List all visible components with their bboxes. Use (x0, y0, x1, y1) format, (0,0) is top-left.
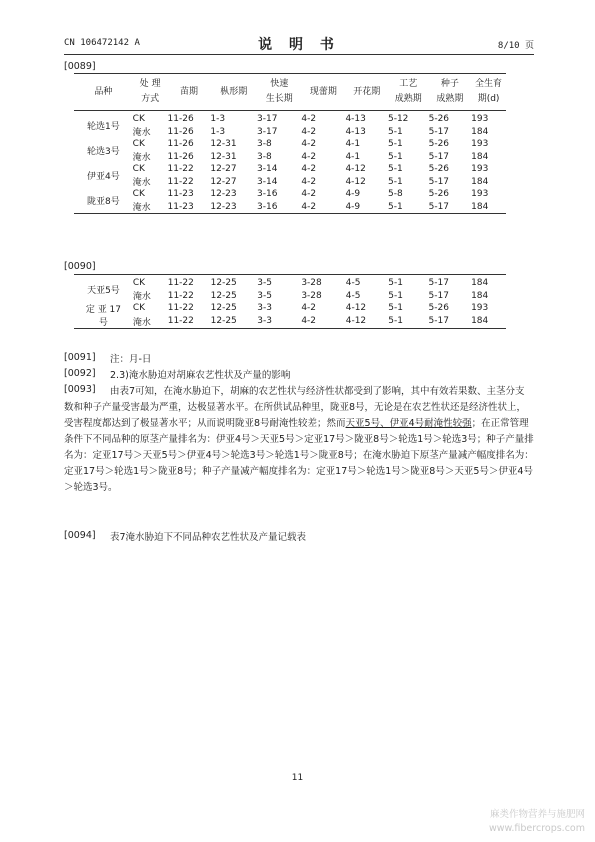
variety-cell: 轮选1号 (86, 122, 120, 132)
variety-cell: 陇亚8号 (86, 197, 120, 207)
treatment-cell: CK (132, 189, 145, 199)
page-number: 11 (291, 773, 304, 783)
date-cell: 184 (471, 176, 489, 187)
date-cell: 5-1 (388, 316, 403, 327)
date-cell: 4-2 (301, 316, 317, 327)
date-cell: 3-5 (257, 278, 272, 288)
paragraph-number-0093: [0093] (64, 384, 96, 395)
table-row (74, 175, 506, 188)
date-cell: 11-23 (167, 201, 194, 212)
date-cell: 5-17 (428, 290, 449, 301)
date-cell: 5-26 (428, 164, 450, 174)
growth-period-table-continued (74, 274, 506, 329)
table-row (74, 188, 506, 200)
treatment-cell: 淹水 (132, 203, 151, 213)
table-header-cell: 工艺 成熟期 (394, 79, 422, 104)
table-caption: 表7淹水胁迫下不同品种农艺性状及产量记载表 (110, 532, 307, 543)
date-cell: 1-3 (210, 114, 226, 124)
date-cell: 5-26 (428, 114, 450, 124)
date-cell: 193 (471, 139, 489, 149)
date-cell: 5-17 (428, 176, 450, 187)
table-header-cell: 开花期 (353, 86, 381, 97)
table-row (74, 163, 506, 175)
date-cell: 193 (471, 164, 489, 174)
date-cell: 3-16 (257, 201, 278, 212)
table-header-cell: 苗期 (179, 86, 198, 97)
date-cell: 5-1 (387, 151, 403, 162)
date-cell: 12-23 (210, 201, 237, 212)
date-cell: 11-26 (167, 126, 194, 137)
date-cell: 4-2 (301, 176, 317, 187)
body-text-part-2: ；在正常管理条件下不同品种的原茎产量排名为：伊亚4号＞天亚5号＞定亚17号＞陇亚8号＞轮选1号＞轮选3号；种子产量排名为：定亚17号＞天亚5号＞伊亚4号＞轮选3号＞轮选1号＞陇亚8号；在淹水胁迫下原茎产量减产幅度排名为：定亚17号＞轮选1号＞陇亚8号；种子产量减产幅度排名为：定亚17号＞轮选1号＞陇亚8号＞天亚5号＞伊亚4号＞轮选3号。 (64, 418, 534, 493)
table-row (74, 138, 506, 150)
date-cell: 4-5 (345, 290, 361, 301)
table-header-cell: 种子 成熟期 (436, 79, 464, 104)
date-cell: 5-1 (387, 164, 403, 174)
date-cell: 5-26 (428, 303, 449, 314)
date-cell: 12-27 (210, 176, 237, 187)
date-cell: 12-31 (210, 139, 237, 149)
date-cell: 4-1 (345, 139, 361, 149)
date-cell: 4-13 (345, 114, 366, 124)
date-cell: 4-2 (301, 201, 317, 212)
date-cell: 3-3 (257, 316, 272, 327)
paragraph-number-0089: [0089] (64, 61, 96, 72)
page-indicator: 8/10 页 (497, 41, 534, 51)
date-cell: 4-2 (301, 139, 317, 149)
date-cell: 4-2 (301, 164, 317, 174)
table-row (74, 314, 506, 328)
date-cell: 184 (471, 278, 489, 288)
paragraph-number-0094: [0094] (64, 530, 96, 541)
date-cell: 5-17 (428, 278, 449, 288)
variety-cell: 定 亚 17 号 (85, 305, 122, 328)
date-cell: 5-1 (387, 201, 403, 212)
date-cell: 11-26 (167, 139, 194, 149)
body-paragraph (64, 384, 534, 496)
body-text-part-1: 由表7可知，在淹水胁迫下，胡麻的农艺性状与经济性状都受到了影响，其中有效若果数、主茎分支数和种子产量受害最为严重，达极显著水平。在所供试品种里，陇亚8号，无论是在农艺性状还是经济性状上，受害程度都达到了极显著水平；从而说明陇亚8号耐淹性较差；然而 (64, 386, 527, 429)
growth-period-table (74, 73, 506, 214)
patent-number: CN 106472142 A (64, 38, 140, 48)
date-cell: 5-1 (388, 290, 403, 301)
table-row (74, 289, 506, 302)
date-cell: 4-5 (345, 278, 361, 288)
watermark-url: www.fibercrops.com (488, 823, 585, 834)
date-cell: 5-26 (428, 189, 450, 199)
date-cell: 11-22 (167, 303, 194, 314)
date-cell: 4-13 (345, 126, 366, 137)
date-cell: 4-2 (301, 189, 317, 199)
document-title: 说 明 书 (258, 37, 340, 53)
variety-cell: 伊亚4号 (86, 172, 120, 182)
date-cell: 5-1 (387, 176, 403, 187)
date-cell: 11-22 (167, 278, 194, 288)
table-row (74, 150, 506, 163)
date-cell: 5-17 (428, 201, 450, 212)
treatment-cell: CK (132, 114, 145, 124)
table-header-cell: 枞形期 (220, 86, 248, 97)
date-cell: 4-2 (301, 126, 317, 137)
date-cell: 5-26 (428, 139, 450, 149)
date-cell: 4-2 (301, 114, 317, 124)
date-cell: 5-12 (387, 114, 409, 124)
treatment-cell: CK (132, 278, 146, 288)
date-cell: 3-16 (257, 189, 278, 199)
date-cell: 193 (471, 189, 489, 199)
table-header-cell: 品种 (94, 86, 113, 97)
date-cell: 11-26 (167, 151, 194, 162)
date-cell: 11-22 (167, 316, 194, 327)
treatment-cell: CK (132, 164, 145, 174)
watermark-site-name: 麻类作物营养与施肥网 (489, 809, 585, 820)
table-header-cell: 全生育 期(d) (475, 79, 503, 104)
date-cell: 3-14 (257, 164, 278, 174)
date-cell: 4-9 (345, 189, 361, 199)
date-cell: 11-22 (167, 176, 194, 187)
body-text-underlined: 天亚5号、伊亚4号耐淹性较强 (345, 418, 472, 429)
date-cell: 184 (471, 316, 489, 327)
date-cell: 184 (471, 201, 489, 212)
date-cell: 11-22 (167, 164, 194, 174)
paragraph-number-0091: [0091] (64, 352, 96, 363)
page-header (64, 34, 534, 54)
treatment-cell: CK (132, 139, 145, 149)
date-cell: 11-23 (167, 189, 194, 199)
date-cell: 3-3 (257, 303, 272, 314)
date-cell: 3-17 (257, 114, 278, 124)
table-row (74, 302, 506, 314)
date-cell: 4-1 (345, 151, 361, 162)
date-cell: 11-22 (167, 290, 194, 301)
date-cell: 4-2 (301, 303, 317, 314)
treatment-cell: 淹水 (132, 292, 151, 302)
date-cell: 3-5 (257, 290, 272, 301)
date-cell: 12-25 (210, 290, 237, 301)
date-cell: 193 (471, 114, 489, 124)
header-divider (64, 54, 534, 55)
date-cell: 4-12 (345, 316, 367, 327)
paragraph-number-0090: [0090] (64, 261, 96, 272)
table-header-row (74, 74, 506, 111)
table-row (74, 111, 506, 126)
date-cell: 184 (471, 151, 489, 162)
treatment-cell: 淹水 (132, 317, 151, 328)
date-cell: 3-8 (257, 139, 272, 149)
date-cell: 5-8 (387, 189, 403, 199)
table-note: 注：月-日 (110, 354, 152, 365)
date-cell: 12-25 (210, 303, 237, 314)
table-row (74, 200, 506, 214)
table-row (74, 125, 506, 138)
date-cell: 12-31 (210, 151, 237, 162)
date-cell: 4-12 (345, 303, 367, 314)
variety-cell: 天亚5号 (87, 286, 120, 296)
treatment-cell: CK (132, 303, 146, 314)
date-cell: 3-17 (257, 126, 278, 137)
treatment-cell: 淹水 (132, 153, 151, 163)
date-cell: 3-28 (301, 290, 322, 301)
date-cell: 12-27 (210, 164, 237, 174)
date-cell: 11-26 (167, 114, 194, 124)
date-cell: 5-1 (388, 303, 403, 314)
date-cell: 5-1 (388, 278, 403, 288)
date-cell: 4-2 (301, 151, 317, 162)
paragraph-number-0092: [0092] (64, 368, 96, 379)
table-header-cell: 处 理 方式 (139, 79, 161, 104)
date-cell: 5-17 (428, 151, 450, 162)
date-cell: 184 (471, 126, 489, 137)
date-cell: 5-1 (387, 126, 403, 137)
date-cell: 12-23 (210, 189, 237, 199)
date-cell: 3-14 (257, 176, 278, 187)
treatment-cell: 淹水 (132, 128, 151, 138)
treatment-cell: 淹水 (132, 178, 151, 188)
table-row (74, 275, 506, 290)
date-cell: 1-3 (210, 126, 226, 137)
table-header-cell: 现蕾期 (309, 86, 337, 97)
date-cell: 193 (471, 303, 489, 314)
date-cell: 3-8 (257, 151, 272, 162)
date-cell: 184 (471, 290, 489, 301)
date-cell: 4-9 (345, 201, 361, 212)
date-cell: 12-25 (210, 316, 237, 327)
date-cell: 12-25 (210, 278, 237, 288)
date-cell: 5-17 (428, 126, 450, 137)
variety-cell: 轮选3号 (86, 147, 120, 157)
date-cell: 3-28 (301, 278, 322, 288)
watermark (489, 808, 585, 836)
table-header-cell: 快速 生长期 (265, 79, 293, 104)
date-cell: 4-12 (345, 164, 366, 174)
date-cell: 5-1 (387, 139, 403, 149)
date-cell: 5-17 (428, 316, 449, 327)
section-heading: 2.3)淹水胁迫对胡麻农艺性状及产量的影响 (110, 370, 291, 381)
date-cell: 4-12 (345, 176, 366, 187)
